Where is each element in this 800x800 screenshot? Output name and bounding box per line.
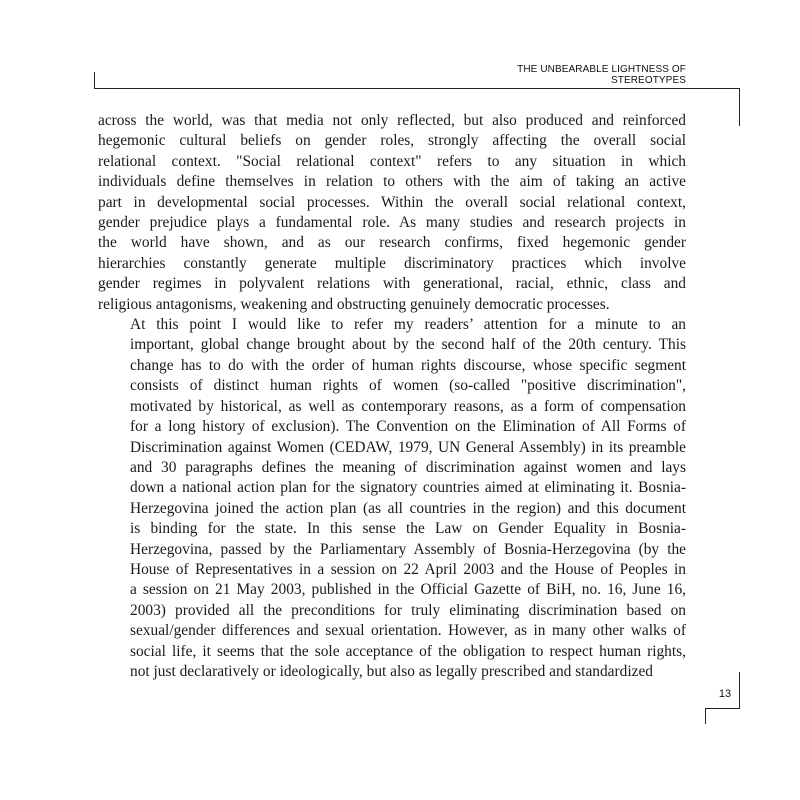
- text-line: gender regimes in polyvalent relations with generational, racial, ethnic, class and: [98, 275, 686, 293]
- paragraph: [98, 111, 686, 315]
- text-line: social life, it seems that the sole acceptance of the obligation to respect human rights,: [130, 642, 686, 660]
- text-line: change has to do with the order of human rights discourse, whose specific segment: [130, 356, 686, 374]
- running-head-line-2: STEREOTYPES: [610, 75, 686, 86]
- text-line: not just declaratively or ideologically, but also as legally prescribed and standardized: [130, 662, 653, 680]
- header-rule-right-tick: [739, 88, 740, 126]
- text-line: At this point I would like to refer my readers’ attention for a minute to an: [130, 316, 686, 334]
- text-line: Herzegovina joined the action plan (as all countries in the region) and this document: [130, 499, 686, 517]
- text-line: the world have shown, and as our research confirms, fixed hegemonic gender: [98, 234, 686, 252]
- text-line: gender prejudice plays a fundamental role. As many studies and research projects in: [98, 214, 686, 232]
- header-rule-left-tick: [94, 72, 95, 89]
- text-line: Discrimination against Women (CEDAW, 1979, UN General Assembly) in its preamble: [130, 438, 686, 456]
- text-line: for a long history of exclusion). The Convention on the Elimination of All Forms of: [130, 418, 686, 436]
- running-head: [517, 64, 686, 86]
- text-line: hegemonic cultural beliefs on gender roles, strongly affecting the overall social: [98, 132, 686, 150]
- text-line: part in developmental social processes. Within the overall social relational context,: [98, 193, 686, 211]
- text-line: and 30 paragraphs defines the meaning of discrimination against women and lays: [130, 458, 686, 476]
- footer-rule-vertical: [739, 672, 740, 708]
- text-line: sexual/gender differences and sexual orientation. However, as in many other walks of: [130, 622, 686, 640]
- text-line: individuals define themselves in relation to others with the aim of taking an active: [98, 173, 686, 191]
- text-line: House of Representatives in a session on 22 April 2003 and the House of Peoples in: [130, 560, 686, 578]
- text-line: motivated by historical, as well as contemporary reasons, as a form of compensation: [130, 397, 686, 415]
- running-head-line-1: THE UNBEARABLE LIGHTNESS OF: [517, 64, 686, 75]
- footer-rule-horizontal: [705, 708, 740, 709]
- page-number: 13: [718, 688, 732, 700]
- text-line: important, global change brought about by the second half of the 20th century. This: [130, 336, 686, 354]
- text-line: a session on 21 May 2003, published in the Official Gazette of BiH, no. 16, June 16,: [130, 581, 686, 599]
- header-rule-horizontal: [94, 88, 740, 89]
- paragraph: [98, 315, 686, 682]
- body-text: [98, 111, 686, 682]
- footer-rule-left-tick: [705, 708, 706, 724]
- text-line: Herzegovina, passed by the Parliamentary Assembly of Bosnia-Herzegovina (by the: [130, 540, 686, 558]
- text-line: is binding for the state. In this sense the Law on Gender Equality in Bosnia-: [130, 520, 686, 538]
- text-line: down a national action plan for the signatory countries aimed at eliminating it. Bosnia-: [130, 479, 686, 497]
- text-line: consists of distinct human rights of women (so-called "positive discrimination",: [130, 377, 686, 395]
- text-line: across the world, was that media not only reflected, but also produced and reinforced: [98, 112, 686, 129]
- text-line: religious antagonisms, weakening and obstructing genuinely democratic processes.: [98, 295, 610, 313]
- text-line: hierarchies constantly generate multiple discriminatory practices which involve: [98, 254, 686, 272]
- text-line: relational context. "Social relational context" refers to any situation in which: [98, 152, 686, 170]
- text-line: 2003) provided all the preconditions for truly eliminating discrimination based on: [130, 601, 686, 619]
